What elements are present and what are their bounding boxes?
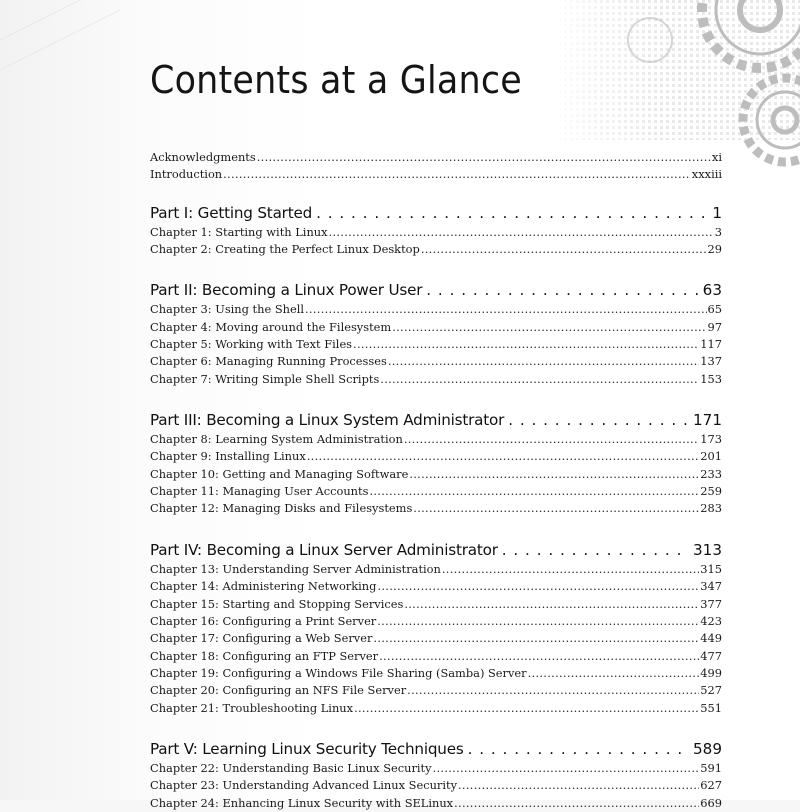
dot-leader <box>380 371 699 388</box>
dot-leader <box>373 630 699 647</box>
toc-chapter-label: Chapter 23: Understanding Advanced Linux Security <box>150 778 458 793</box>
toc-part-4[interactable] <box>150 539 722 561</box>
dot-leader <box>369 483 699 500</box>
dot-leader <box>502 539 689 561</box>
toc-chapter-22[interactable] <box>150 760 722 777</box>
toc-chapter-9[interactable] <box>150 448 722 465</box>
toc-chapter-label: Chapter 16: Configuring a Print Server <box>150 613 377 628</box>
toc-part-label: Part III: Becoming a Linux System Administrator <box>150 411 505 430</box>
dot-leader <box>377 613 699 630</box>
toc-chapter-5[interactable] <box>150 336 722 353</box>
page-title: Contents at a Glance <box>150 58 522 102</box>
toc-part-page: 589 <box>693 739 722 758</box>
toc-chapter-4[interactable] <box>150 319 722 336</box>
toc-part-3[interactable] <box>150 409 722 431</box>
toc-chapter-page: 527 <box>700 683 722 698</box>
dot-leader <box>468 738 689 760</box>
toc-chapter-18[interactable] <box>150 648 722 665</box>
toc-entry-page: xxxiii <box>691 167 722 182</box>
dot-leader <box>379 648 699 665</box>
toc-chapter-page: 97 <box>707 319 722 334</box>
toc-chapter-label: Chapter 22: Understanding Basic Linux Security <box>150 760 432 775</box>
dot-leader <box>329 224 714 241</box>
toc-part-label: Part V: Learning Linux Security Techniques <box>150 739 464 758</box>
toc-chapter-label: Chapter 12: Managing Disks and Filesystems <box>150 501 413 516</box>
toc-chapter-23[interactable] <box>150 777 722 794</box>
toc-chapter-14[interactable] <box>150 578 722 595</box>
dot-leader <box>404 596 699 613</box>
toc-chapter-3[interactable] <box>150 301 722 318</box>
toc-chapter-12[interactable] <box>150 500 722 517</box>
dot-leader <box>409 466 699 483</box>
toc-entry-label: Acknowledgments <box>150 150 256 164</box>
toc-chapter-label: Chapter 2: Creating the Perfect Linux Desktop <box>150 242 420 257</box>
toc-chapter-page: 499 <box>700 665 722 680</box>
toc-part-2[interactable] <box>150 279 722 301</box>
toc-chapter-page: 449 <box>700 631 722 646</box>
toc-chapter-label: Chapter 4: Moving around the Filesystem <box>150 319 392 334</box>
dot-leader <box>433 760 700 777</box>
toc-chapter-label: Chapter 15: Starting and Stopping Services <box>150 596 404 611</box>
dot-leader <box>404 431 699 448</box>
toc-chapter-20[interactable] <box>150 682 722 699</box>
toc-chapter-label: Chapter 6: Managing Running Processes <box>150 354 387 369</box>
toc-part-page: 63 <box>702 281 722 300</box>
dot-leader <box>257 149 711 166</box>
toc-entry-label: Introduction <box>150 167 223 182</box>
toc-chapter-label: Chapter 18: Configuring an FTP Server <box>150 648 379 663</box>
dot-leader <box>413 500 699 517</box>
toc-part-page: 313 <box>693 540 722 559</box>
toc-chapter-page: 137 <box>700 354 722 369</box>
toc-chapter-label: Chapter 5: Working with Text Files <box>150 337 353 352</box>
dot-leader <box>528 665 700 682</box>
toc-chapter-page: 477 <box>700 648 722 663</box>
toc-chapter-17[interactable] <box>150 630 722 647</box>
toc-part-label: Part II: Becoming a Linux Power User <box>150 281 423 300</box>
toc-chapter-label: Chapter 11: Managing User Accounts <box>150 484 369 499</box>
toc-chapter-page: 283 <box>700 501 722 516</box>
toc-part-page: 171 <box>693 411 722 430</box>
toc-chapter-page: 173 <box>700 432 722 447</box>
dot-leader <box>508 409 689 431</box>
toc-chapter-page: 315 <box>700 561 722 576</box>
dot-leader <box>223 166 691 183</box>
toc-chapter-8[interactable] <box>150 431 722 448</box>
dot-leader <box>426 279 698 301</box>
toc-entry-introduction[interactable] <box>150 166 722 183</box>
toc-chapter-label: Chapter 8: Learning System Administration <box>150 432 403 447</box>
toc-chapter-page: 233 <box>700 466 722 481</box>
dot-leader <box>458 777 699 794</box>
toc-chapter-label: Chapter 24: Enhancing Linux Security with SELinux <box>150 795 454 810</box>
toc-chapter-page: 551 <box>700 700 722 715</box>
toc-chapter-page: 201 <box>700 449 722 464</box>
toc-chapter-page: 423 <box>700 613 722 628</box>
toc-chapter-page: 117 <box>700 337 722 352</box>
toc-chapter-label: Chapter 13: Understanding Server Administration <box>150 561 441 576</box>
dot-leader <box>305 301 706 318</box>
toc-chapter-13[interactable] <box>150 561 722 578</box>
toc-chapter-label: Chapter 17: Configuring a Web Server <box>150 631 373 646</box>
toc-chapter-6[interactable] <box>150 353 722 370</box>
toc-chapter-11[interactable] <box>150 483 722 500</box>
toc-chapter-label: Chapter 19: Configuring a Windows File Sharing (Samba) Server <box>150 665 527 680</box>
toc-part-1[interactable] <box>150 202 722 224</box>
toc-chapter-label: Chapter 1: Starting with Linux <box>150 224 328 239</box>
toc-chapter-page: 29 <box>707 242 722 257</box>
toc-chapter-7[interactable] <box>150 371 722 388</box>
toc-chapter-15[interactable] <box>150 596 722 613</box>
dot-leader <box>454 795 699 812</box>
toc-chapter-page: 153 <box>700 371 722 386</box>
toc-chapter-page: 377 <box>700 596 722 611</box>
toc-part-5[interactable] <box>150 738 722 760</box>
toc-chapter-label: Chapter 3: Using the Shell <box>150 302 305 317</box>
toc-chapter-page: 591 <box>700 760 722 775</box>
toc-chapter-16[interactable] <box>150 613 722 630</box>
toc-chapter-page: 3 <box>714 224 722 239</box>
toc-chapter-label: Chapter 14: Administering Networking <box>150 579 377 594</box>
dot-leader <box>377 578 699 595</box>
toc-chapter-label: Chapter 10: Getting and Managing Software <box>150 466 409 481</box>
dot-leader <box>388 353 699 370</box>
toc-chapter-2[interactable] <box>150 241 722 258</box>
dot-leader <box>442 561 699 578</box>
toc-chapter-19[interactable] <box>150 665 722 682</box>
toc-chapter-label: Chapter 7: Writing Simple Shell Scripts <box>150 371 380 386</box>
table-of-contents <box>150 149 722 812</box>
dot-leader <box>421 241 707 258</box>
dot-leader <box>407 682 699 699</box>
dot-leader <box>316 202 708 224</box>
toc-part-page: 1 <box>712 203 722 222</box>
dot-leader <box>392 319 706 336</box>
dot-leader <box>307 448 699 465</box>
toc-chapter-page: 259 <box>700 484 722 499</box>
toc-chapter-10[interactable] <box>150 466 722 483</box>
toc-entry-page: xi <box>711 150 722 164</box>
toc-chapter-label: Chapter 9: Installing Linux <box>150 449 306 464</box>
toc-chapter-page: 669 <box>700 795 722 810</box>
toc-chapter-page: 65 <box>707 302 722 317</box>
toc-entry-acknowledgments[interactable] <box>150 149 722 166</box>
toc-chapter-21[interactable] <box>150 700 722 717</box>
toc-chapter-24[interactable] <box>150 795 722 812</box>
toc-chapter-label: Chapter 20: Configuring an NFS File Server <box>150 683 407 698</box>
toc-part-label: Part I: Getting Started <box>150 203 313 222</box>
toc-chapter-page: 627 <box>700 778 722 793</box>
toc-chapter-page: 347 <box>700 579 722 594</box>
toc-part-label: Part IV: Becoming a Linux Server Administrator <box>150 540 498 559</box>
dot-leader <box>354 700 699 717</box>
toc-chapter-label: Chapter 21: Troubleshooting Linux <box>150 700 354 715</box>
toc-chapter-1[interactable] <box>150 224 722 241</box>
dot-leader <box>353 336 699 353</box>
